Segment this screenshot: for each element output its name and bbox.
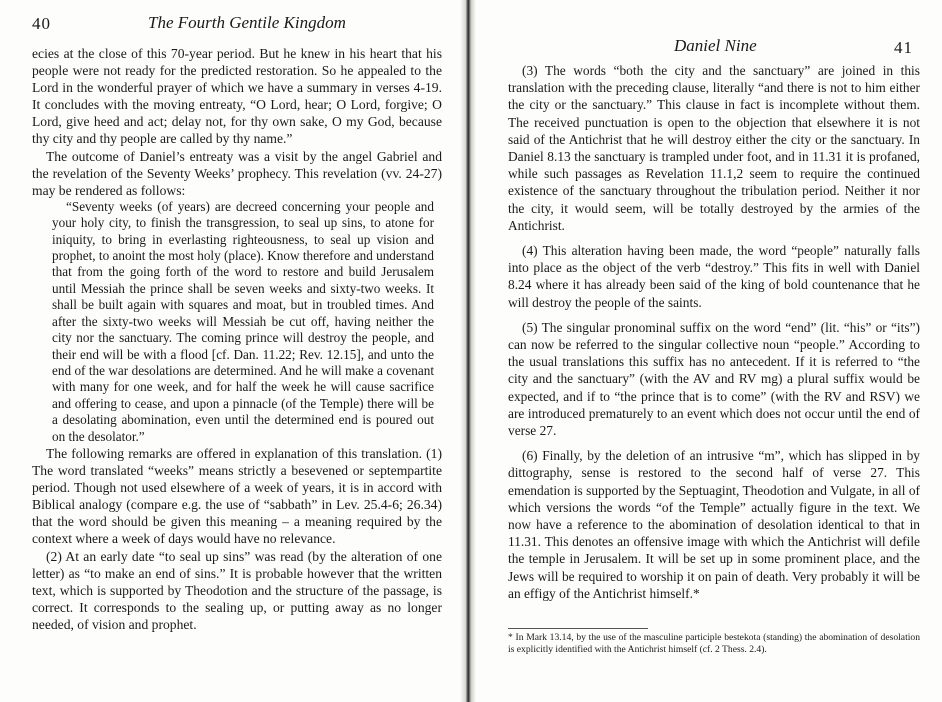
left-paragraph-4: (2) At an early date “to seal up sins” was read (by the alteration of one letter) as “to make an end of sins.” It is probable however that the written text, which is supported by Theodotion and the structure of the passage, is correct. It corresponds to the sealing up, or putting away as no longer needed, of vision and prophet. <box>32 548 442 632</box>
right-paragraph-2: (4) This alteration having been made, the word “people” naturally falls into place as the object of the verb “destroy.” This fits in well with Daniel 8.24 where it has already been said of the king of bold countenance that he will destroy the people of the saints. <box>508 243 920 310</box>
left-paragraph-2: The outcome of Daniel’s entreaty was a visit by the angel Gabriel and the revelation of the Seventy Weeks’ prophecy. This revelation (vv. 24-27) may be rendered as follows: <box>32 148 442 198</box>
footnote: * In Mark 13.14, by the use of the masculine participle bestekota (standing) the abomination of desolation is explicitly identified with the Antichrist himself (cf. 2 Thess. 2.4). <box>508 632 920 655</box>
left-page-body <box>32 45 442 633</box>
left-running-head: The Fourth Gentile Kingdom <box>148 13 346 32</box>
right-paragraph-3: (5) The singular pronominal suffix on the word “end” (lit. “his” or “its”) can now be referred to the singular collective noun “people.” According to the usual translations this suffix has no antecedent. If it is referred to “the city and the sanctuary” (with the AV and RV mg) a plural suffix would be expected, and if to “the prince that is to come” (with the RV and RSV) we are introduced prematurely to an event which does not occur until the end of verse 27. <box>508 319 920 439</box>
right-page-number: 41 <box>894 38 913 57</box>
left-page <box>0 0 460 702</box>
right-page <box>476 0 942 702</box>
footnote-rule <box>508 628 648 629</box>
left-paragraph-1: ecies at the close of this 70-year period. But he knew in his heart that his people were not ready for the predicted restoration. So he appealed to the Lord in the wonderful prayer of which we have a summary in verses 4-19. It concludes with the moving entreaty, “O Lord, hear; O Lord, forgive; O Lord, give heed and act; delay not, for thy own sake, O my God, because thy city and thy people are called by thy name.” <box>32 46 442 147</box>
right-paragraph-4: (6) Finally, by the deletion of an intrusive “m”, which has slipped in by dittography, sense is restored to the second half of verse 27. This emendation is supported by the Septuagint, Theodotion and Vulgate, in all of which versions the words “of the Temple” actually figure in the text. We now have a reference to the abomination of desolation identical to that in 11.31. This denotes an offensive image with which the Antichrist will defile the temple in Jerusalem. It will be set up in some prominent place, and the Jews will be required to worship it on pain of death. Very probably it will be an effigy of the Antichrist himself.* <box>508 448 920 601</box>
right-running-head: Daniel Nine <box>674 36 757 55</box>
right-page-body <box>508 62 920 602</box>
book-spine <box>460 0 476 702</box>
block-quote: “Seventy weeks (of years) are decreed concerning your people and your holy city, to finish the transgression, to seal up sins, to atone for iniquity, to bring in everlasting righteousness, to seal up vision and prophet, to anoint the most holy (place). Know therefore and understand that from the going forth of the word to restore and build Jerusalem until Messiah the prince shall be seven weeks and sixty-two weeks. It shall be built again with squares and moat, but in troubled times. And after the sixty-two weeks will Messiah be cut off, having neither the city nor the sanctuary. The coming prince will destroy the people, and their end will be with a flood [cf. Dan. 11.22; Rev. 12.15], and unto the end of the war desolations are determined. And he will make a covenant with many for one week, and for half the week he will cause sacrifice and offering to cease, and upon a pinnacle (of the Temple) there will be a desolating abomination, even until the determined end is poured out on the desolator.” <box>52 198 434 444</box>
left-paragraph-3: The following remarks are offered in explanation of this translation. (1) The word translated “weeks” means strictly a besevened or septempartite period. Though not used elsewhere of a week of years, it is in accord with Biblical analogy (compare e.g. the use of “sabbath” in Lev. 25.4-6; 26.34) that the word should be given this meaning – a meaning required by the context where a week of days would have no relevance. <box>32 445 442 547</box>
left-page-number: 40 <box>32 14 51 33</box>
right-paragraph-1: (3) The words “both the city and the sanctuary” are joined in this translation with the preceding clause, literally “and there is not to him either the city or the sanctuary.” This clause in fact is incomplete without them. The received punctuation is open to the objection that elsewhere it is not said of the Antichrist that he will destroy either the city or the sanctuary. In Daniel 8.13 the sanctuary is trampled under foot, and in 11.31 it is profaned, while such passages as Revelation 11.1,2 seem to require the continued existence of the sanctuary throughout the tribulation period. Neither it nor the city, it would seem, will be totally destroyed by the armies of the Antichrist. <box>508 63 920 233</box>
